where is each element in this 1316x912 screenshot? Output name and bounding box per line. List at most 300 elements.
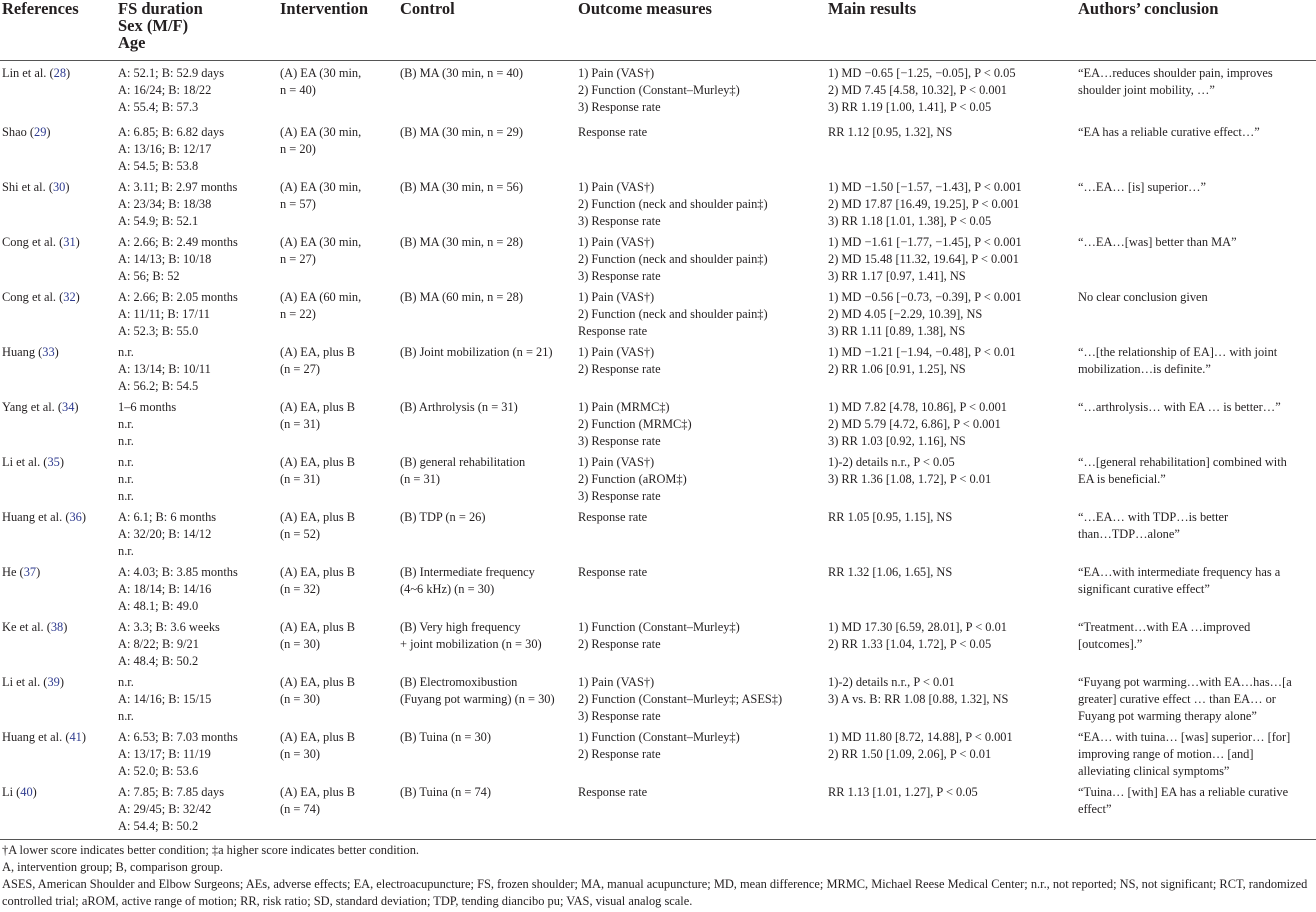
cell-control (398, 124, 576, 179)
cell-control (398, 509, 576, 564)
cell-line: A: 54.5; B: 53.8 (118, 159, 199, 173)
cell-line: (Fuyang pot warming) (n = 30) (400, 692, 555, 706)
cell-line: effect” (1078, 802, 1112, 816)
cell-line: 1)-2) details n.r., P < 0.05 (828, 455, 955, 469)
cell-intervention (278, 784, 398, 840)
cell-reference: Huang et al. (36) (2, 510, 86, 524)
cell-outcome-measures (576, 509, 826, 564)
cell-line: A: 7.85; B: 7.85 days (118, 785, 225, 799)
cell-main-results (826, 564, 1076, 619)
reference-author: Lin et al. (2, 66, 47, 80)
cell-reference: Shao (29) (2, 125, 51, 139)
cell-line: (A) EA, plus B (280, 565, 356, 579)
cell-outcome-measures (576, 784, 826, 840)
cell-line: RR 1.32 [1.06, 1.65], NS (828, 565, 953, 579)
cell-intervention (278, 179, 398, 234)
cell-control (398, 289, 576, 344)
table-row (0, 289, 1316, 344)
cell-line: greater] curative effect … than EA… or (1078, 692, 1276, 706)
cell-authors-conclusion (1076, 289, 1316, 344)
cell-line: n = 57) (280, 197, 316, 211)
cell-line: (A) EA (60 min, (280, 290, 362, 304)
cell-line: 1) MD −0.56 [−0.73, −0.39], P < 0.001 (828, 290, 1022, 304)
reference-author: Shao (2, 125, 27, 139)
cell-control (398, 61, 576, 125)
cell-line: (B) Arthrolysis (n = 31) (400, 400, 518, 414)
cell-line: RR 1.12 [0.95, 1.32], NS (828, 125, 953, 139)
cell-authors-conclusion (1076, 674, 1316, 729)
cell-intervention (278, 61, 398, 125)
cell-intervention (278, 509, 398, 564)
cell-authors-conclusion (1076, 61, 1316, 125)
footnote-groups: A, intervention group; B, comparison group. (2, 860, 223, 874)
cell-line: n.r. (118, 417, 134, 431)
cell-line: (n = 30) (280, 637, 321, 651)
cell-line: 2) MD 4.05 [−2.29, 10.39], NS (828, 307, 983, 321)
cell-line: (B) Electromoxibustion (400, 675, 518, 689)
cell-line: A: 3.3; B: 3.6 weeks (118, 620, 220, 634)
cell-line: 3) Response rate (578, 269, 661, 283)
cell-line: (A) EA, plus B (280, 785, 356, 799)
cell-line: (n = 31) (280, 472, 321, 486)
cell-line: (B) Intermediate frequency (400, 565, 535, 579)
cell-line: Response rate (578, 565, 648, 579)
cell-line: Response rate (578, 510, 648, 524)
cell-line: 3) RR 1.03 [0.92, 1.16], NS (828, 434, 966, 448)
cell-main-results (826, 179, 1076, 234)
cell-line: (n = 31) (280, 417, 321, 431)
cell-line: Response rate (578, 785, 648, 799)
cell-line: mobilization…is definite.” (1078, 362, 1211, 376)
footnote-abbreviations: ASES, American Shoulder and Elbow Surgeons; AEs, adverse effects; EA, electroacupuncture; FS, frozen shoulder; MA, manual acupuncture; MD, mean difference; MRMC, Michael Reese Medical Center; n.r., not reported; NS, not significant; RCT, randomized controlled trial; aROM, active range of motion; RR, risk ratio; SD, standard deviation; TDP, tending diancibo pu; VAS, visual analog scale. (2, 877, 1308, 908)
cell-line: 1) Function (Constant–Murley‡) (578, 620, 740, 634)
reference-link[interactable]: 29 (34, 125, 47, 139)
cell-line: n.r. (118, 544, 134, 558)
cell-line: (4~6 kHz) (n = 30) (400, 582, 495, 596)
cell-line: n = 22) (280, 307, 316, 321)
cell-fs-duration (116, 179, 278, 234)
cell-line: n.r. (118, 345, 134, 359)
cell-authors-conclusion (1076, 454, 1316, 509)
table-row (0, 344, 1316, 399)
cell-line: (n = 32) (280, 582, 321, 596)
table-row (0, 399, 1316, 454)
cell-line: “EA…with intermediate frequency has a (1078, 565, 1281, 579)
cell-line: A: 52.0; B: 53.6 (118, 764, 199, 778)
cell-reference: Cong et al. (32) (2, 290, 80, 304)
cell-intervention (278, 124, 398, 179)
cell-fs-duration (116, 344, 278, 399)
cell-outcome-measures (576, 179, 826, 234)
cell-intervention (278, 399, 398, 454)
cell-main-results (826, 344, 1076, 399)
cell-line: A: 29/45; B: 32/42 (118, 802, 212, 816)
cell-line: 1) MD 11.80 [8.72, 14.88], P < 0.001 (828, 730, 1013, 744)
cell-line: A: 13/16; B: 12/17 (118, 142, 212, 156)
cell-line: 1) MD −0.65 [−1.25, −0.05], P < 0.05 (828, 66, 1016, 80)
cell-main-results (826, 674, 1076, 729)
cell-line: 3) Response rate (578, 214, 661, 228)
reference-link[interactable]: 40 (20, 785, 33, 799)
cell-fs-duration (116, 399, 278, 454)
cell-line: “…EA… with TDP…is better (1078, 510, 1229, 524)
cell-fs-duration (116, 234, 278, 289)
cell-line: A: 4.03; B: 3.85 months (118, 565, 238, 579)
reference-link[interactable]: 28 (53, 66, 67, 80)
reference-link[interactable]: 31 (63, 235, 76, 249)
reference-link[interactable]: 33 (42, 345, 55, 359)
cell-fs-duration (116, 454, 278, 509)
cell-line: (n = 52) (280, 527, 321, 541)
cell-line: 2) Response rate (578, 637, 661, 651)
cell-line: (A) EA, plus B (280, 400, 356, 414)
cell-control (398, 564, 576, 619)
cell-line: “Treatment…with EA …improved (1078, 620, 1251, 634)
cell-line: A: 2.66; B: 2.49 months (118, 235, 238, 249)
cell-reference: Lin et al. (28) (2, 66, 71, 80)
cell-fs-duration (116, 784, 278, 840)
reference-link[interactable]: 34 (62, 400, 75, 414)
cell-outcome-measures (576, 234, 826, 289)
cell-authors-conclusion (1076, 124, 1316, 179)
cell-line: (A) EA, plus B (280, 675, 356, 689)
cell-line: No clear conclusion given (1078, 290, 1208, 304)
cell-line: 3) RR 1.11 [0.89, 1.38], NS (828, 324, 966, 338)
cell-fs-duration (116, 674, 278, 729)
cell-line: Fuyang pot warming therapy alone” (1078, 709, 1257, 723)
cell-authors-conclusion (1076, 179, 1316, 234)
cell-line: A: 55.4; B: 57.3 (118, 100, 199, 114)
cell-line: A: 32/20; B: 14/12 (118, 527, 212, 541)
cell-line: A: 56; B: 52 (118, 269, 180, 283)
cell-intervention (278, 234, 398, 289)
table-row (0, 234, 1316, 289)
cell-line: 1–6 months (118, 400, 177, 414)
reference-link[interactable]: 32 (63, 290, 76, 304)
cell-line: A: 6.53; B: 7.03 months (118, 730, 238, 744)
cell-line: RR 1.05 [0.95, 1.15], NS (828, 510, 953, 524)
cell-outcome-measures (576, 289, 826, 344)
cell-line: “Fuyang pot warming…with EA…has…[a (1078, 675, 1292, 689)
header-references: References (0, 0, 116, 61)
table-row (0, 784, 1316, 840)
cell-line: A: 18/14; B: 14/16 (118, 582, 212, 596)
cell-line: 2) Function (Constant–Murley‡; ASES‡) (578, 692, 783, 706)
cell-line: A: 23/34; B: 18/38 (118, 197, 212, 211)
reference-link[interactable]: 30 (52, 180, 66, 194)
cell-line: (B) MA (60 min, n = 28) (400, 290, 523, 304)
cell-line: 3) Response rate (578, 489, 661, 503)
cell-line: 3) RR 1.18 [1.01, 1.38], P < 0.05 (828, 214, 992, 228)
reference-link[interactable]: 38 (50, 620, 64, 634)
cell-authors-conclusion (1076, 784, 1316, 840)
cell-line: 1) Pain (VAS†) (578, 455, 655, 469)
table-row (0, 674, 1316, 729)
cell-line: A: 54.9; B: 52.1 (118, 214, 199, 228)
cell-line: (A) EA, plus B (280, 510, 356, 524)
cell-fs-duration (116, 289, 278, 344)
cell-line: “EA has a reliable curative effect…” (1078, 125, 1260, 139)
cell-control (398, 619, 576, 674)
cell-line: (A) EA, plus B (280, 730, 356, 744)
cell-line: 3) RR 1.17 [0.97, 1.41], NS (828, 269, 966, 283)
cell-line: (A) EA (30 min, (280, 125, 362, 139)
cell-line: (B) MA (30 min, n = 40) (400, 66, 523, 80)
cell-line: 2) Function (aROM‡) (578, 472, 687, 486)
cell-line: 2) Function (MRMC‡) (578, 417, 692, 431)
cell-reference: Li et al. (39) (2, 675, 64, 689)
header-row (0, 0, 1316, 61)
cell-main-results (826, 619, 1076, 674)
reference-author: Shi et al. (2, 180, 46, 194)
header-intervention: Intervention (278, 0, 398, 61)
cell-line: 1) MD −1.50 [−1.57, −1.43], P < 0.001 (828, 180, 1022, 194)
cell-line: EA is beneficial.” (1078, 472, 1166, 486)
cell-line: 2) MD 17.87 [16.49, 19.25], P < 0.001 (828, 197, 1020, 211)
reference-link[interactable]: 35 (47, 455, 60, 469)
cell-fs-duration (116, 564, 278, 619)
cell-line: 2) Function (Constant–Murley‡) (578, 83, 740, 97)
reference-author: Huang et al. (2, 730, 63, 744)
cell-line: than…TDP…alone” (1078, 527, 1180, 541)
cell-line: “…arthrolysis… with EA … is better…” (1078, 400, 1281, 414)
cell-outcome-measures (576, 61, 826, 125)
cell-line: A: 13/14; B: 10/11 (118, 362, 211, 376)
cell-line: “EA… with tuina… [was] superior… [for] (1078, 730, 1291, 744)
cell-line: “Tuina… [with] EA has a reliable curative (1078, 785, 1289, 799)
reference-link[interactable]: 39 (47, 675, 60, 689)
cell-control (398, 344, 576, 399)
cell-authors-conclusion (1076, 729, 1316, 784)
cell-line: 1) MD 17.30 [6.59, 28.01], P < 0.01 (828, 620, 1007, 634)
cell-line: A: 54.4; B: 50.2 (118, 819, 199, 833)
cell-line: significant curative effect” (1078, 582, 1210, 596)
cell-line: 1) MD −1.21 [−1.94, −0.48], P < 0.01 (828, 345, 1016, 359)
cell-reference: Li et al. (35) (2, 455, 64, 469)
cell-fs-duration (116, 61, 278, 125)
cell-authors-conclusion (1076, 234, 1316, 289)
cell-authors-conclusion (1076, 564, 1316, 619)
cell-control (398, 729, 576, 784)
header-fs-duration: FS duration Sex (M/F) Age (116, 0, 278, 61)
cell-line: A: 13/17; B: 11/19 (118, 747, 211, 761)
cell-control (398, 674, 576, 729)
cell-fs-duration (116, 509, 278, 564)
cell-reference: Yang et al. (34) (2, 400, 79, 414)
reference-author: Huang et al. (2, 510, 63, 524)
cell-reference: Cong et al. (31) (2, 235, 80, 249)
cell-outcome-measures (576, 564, 826, 619)
cell-line: (A) EA, plus B (280, 455, 356, 469)
cell-line: 2) Function (neck and shoulder pain‡) (578, 307, 768, 321)
cell-line: RR 1.13 [1.01, 1.27], P < 0.05 (828, 785, 978, 799)
cell-line: “…EA…[was] better than MA” (1078, 235, 1237, 249)
cell-main-results (826, 784, 1076, 840)
cell-line: n.r. (118, 472, 134, 486)
cell-line: 3) A vs. B: RR 1.08 [0.88, 1.32], NS (828, 692, 1009, 706)
cell-line: 2) Response rate (578, 362, 661, 376)
reference-author: Cong et al. (2, 235, 57, 249)
cell-line: A: 56.2; B: 54.5 (118, 379, 199, 393)
cell-authors-conclusion (1076, 399, 1316, 454)
cell-line: 1) Pain (VAS†) (578, 290, 655, 304)
cell-line: 2) Response rate (578, 747, 661, 761)
cell-line: (n = 30) (280, 747, 321, 761)
reference-author: Huang (2, 345, 36, 359)
header-outcome-measures: Outcome measures (576, 0, 826, 61)
cell-line: 1) Pain (VAS†) (578, 235, 655, 249)
cell-line: shoulder joint mobility, …” (1078, 83, 1215, 97)
cell-outcome-measures (576, 674, 826, 729)
cell-reference: Huang (33) (2, 345, 59, 359)
reference-link[interactable]: 36 (69, 510, 82, 524)
cell-line: 3) Response rate (578, 709, 661, 723)
cell-line: 3) RR 1.36 [1.08, 1.72], P < 0.01 (828, 472, 992, 486)
cell-line: n = 20) (280, 142, 316, 156)
cell-line: A: 52.1; B: 52.9 days (118, 66, 225, 80)
cell-control (398, 784, 576, 840)
cell-reference: Ke et al. (38) (2, 620, 68, 634)
cell-line: 2) MD 7.45 [4.58, 10.32], P < 0.001 (828, 83, 1007, 97)
cell-reference: Huang et al. (41) (2, 730, 86, 744)
cell-line: 1) Pain (MRMC‡) (578, 400, 670, 414)
cell-control (398, 179, 576, 234)
cell-main-results (826, 454, 1076, 509)
cell-fs-duration (116, 124, 278, 179)
cell-line: n = 40) (280, 83, 316, 97)
cell-line: (A) EA (30 min, (280, 180, 362, 194)
cell-intervention (278, 564, 398, 619)
cell-line: “…[general rehabilitation] combined with (1078, 455, 1287, 469)
cell-line: 1) Pain (VAS†) (578, 675, 655, 689)
cell-line: (B) general rehabilitation (400, 455, 526, 469)
cell-outcome-measures (576, 124, 826, 179)
cell-line: 3) Response rate (578, 100, 661, 114)
cell-line: A: 6.1; B: 6 months (118, 510, 217, 524)
reference-author: Li (2, 785, 14, 799)
cell-line: A: 2.66; B: 2.05 months (118, 290, 238, 304)
cell-line: alleviating clinical symptoms” (1078, 764, 1230, 778)
footnote-scores: †A lower score indicates better condition; ‡a higher score indicates better condition. (2, 843, 420, 857)
cell-line: (B) TDP (n = 26) (400, 510, 486, 524)
reference-author: Li et al. (2, 455, 41, 469)
cell-line: n.r. (118, 709, 134, 723)
cell-line: (A) EA, plus B (280, 620, 356, 634)
cell-reference: Li (40) (0, 784, 116, 840)
cell-control (398, 454, 576, 509)
cell-control (398, 399, 576, 454)
cell-main-results (826, 509, 1076, 564)
table-row (0, 124, 1316, 179)
table-row (0, 61, 1316, 125)
cell-line: (B) Tuina (n = 30) (400, 730, 491, 744)
header-main-results: Main results (826, 0, 1076, 61)
cell-line: (n = 74) (280, 802, 321, 816)
cell-line: [outcomes].” (1078, 637, 1143, 651)
cell-line: A: 3.11; B: 2.97 months (118, 180, 238, 194)
cell-main-results (826, 399, 1076, 454)
cell-line: “…EA… [is] superior…” (1078, 180, 1207, 194)
cell-outcome-measures (576, 454, 826, 509)
cell-main-results (826, 61, 1076, 125)
reference-author: Yang et al. (2, 400, 55, 414)
cell-authors-conclusion (1076, 344, 1316, 399)
cell-main-results (826, 289, 1076, 344)
cell-line: A: 14/13; B: 10/18 (118, 252, 212, 266)
cell-main-results (826, 234, 1076, 289)
cell-control (398, 234, 576, 289)
cell-outcome-measures (576, 399, 826, 454)
cell-line: 1) Pain (VAS†) (578, 66, 655, 80)
reference-author: Li et al. (2, 675, 41, 689)
table-row (0, 454, 1316, 509)
cell-line: A: 16/24; B: 18/22 (118, 83, 212, 97)
table-row (0, 509, 1316, 564)
cell-authors-conclusion (1076, 509, 1316, 564)
cell-intervention (278, 344, 398, 399)
cell-line: 2) MD 15.48 [11.32, 19.64], P < 0.001 (828, 252, 1019, 266)
cell-line: 2) Function (neck and shoulder pain‡) (578, 252, 768, 266)
cell-intervention (278, 289, 398, 344)
cell-line: n = 27) (280, 252, 316, 266)
cell-line: (B) Tuina (n = 74) (400, 785, 491, 799)
cell-line: 1) Function (Constant–Murley‡) (578, 730, 740, 744)
cell-line: + joint mobilization (n = 30) (400, 637, 542, 651)
cell-authors-conclusion (1076, 619, 1316, 674)
cell-line: (B) MA (30 min, n = 56) (400, 180, 523, 194)
header-control: Control (398, 0, 576, 61)
cell-main-results (826, 729, 1076, 784)
cell-reference: Shi et al. (30) (2, 180, 70, 194)
cell-reference: He (37) (2, 565, 41, 579)
cell-line: A: 48.1; B: 49.0 (118, 599, 199, 613)
cell-intervention (278, 729, 398, 784)
reference-link[interactable]: 37 (23, 565, 37, 579)
cell-line: A: 48.4; B: 50.2 (118, 654, 199, 668)
cell-line: n.r. (118, 489, 134, 503)
cell-line: 1) MD −1.61 [−1.77, −1.45], P < 0.001 (828, 235, 1022, 249)
reference-author: Cong et al. (2, 290, 57, 304)
cell-fs-duration (116, 619, 278, 674)
table-row (0, 729, 1316, 784)
cell-main-results (826, 124, 1076, 179)
cell-line: (B) Joint mobilization (n = 21) (400, 345, 553, 359)
cell-line: Response rate (578, 125, 648, 139)
cell-line: 3) RR 1.19 [1.00, 1.41], P < 0.05 (828, 100, 992, 114)
cell-line: (B) Very high frequency (400, 620, 521, 634)
cell-intervention (278, 619, 398, 674)
cell-line: A: 11/11; B: 17/11 (118, 307, 210, 321)
cell-line: 1) MD 7.82 [4.78, 10.86], P < 0.001 (828, 400, 1007, 414)
cell-line: n.r. (118, 675, 134, 689)
cell-line: (B) MA (30 min, n = 28) (400, 235, 523, 249)
table-row (0, 619, 1316, 674)
cell-line: “…[the relationship of EA]… with joint (1078, 345, 1278, 359)
reference-link[interactable]: 41 (69, 730, 82, 744)
cell-intervention (278, 674, 398, 729)
cell-line: improving range of motion… [and] (1078, 747, 1254, 761)
cell-intervention (278, 454, 398, 509)
cell-fs-duration (116, 729, 278, 784)
cell-line: 2) RR 1.50 [1.09, 2.06], P < 0.01 (828, 747, 992, 761)
cell-line: 2) RR 1.06 [0.91, 1.25], NS (828, 362, 966, 376)
cell-line: (A) EA (30 min, (280, 235, 362, 249)
cell-line: 1) Pain (VAS†) (578, 345, 655, 359)
cell-outcome-measures (576, 729, 826, 784)
cell-line: A: 8/22; B: 9/21 (118, 637, 199, 651)
table-row (0, 179, 1316, 234)
cell-line: (A) EA (30 min, (280, 66, 362, 80)
